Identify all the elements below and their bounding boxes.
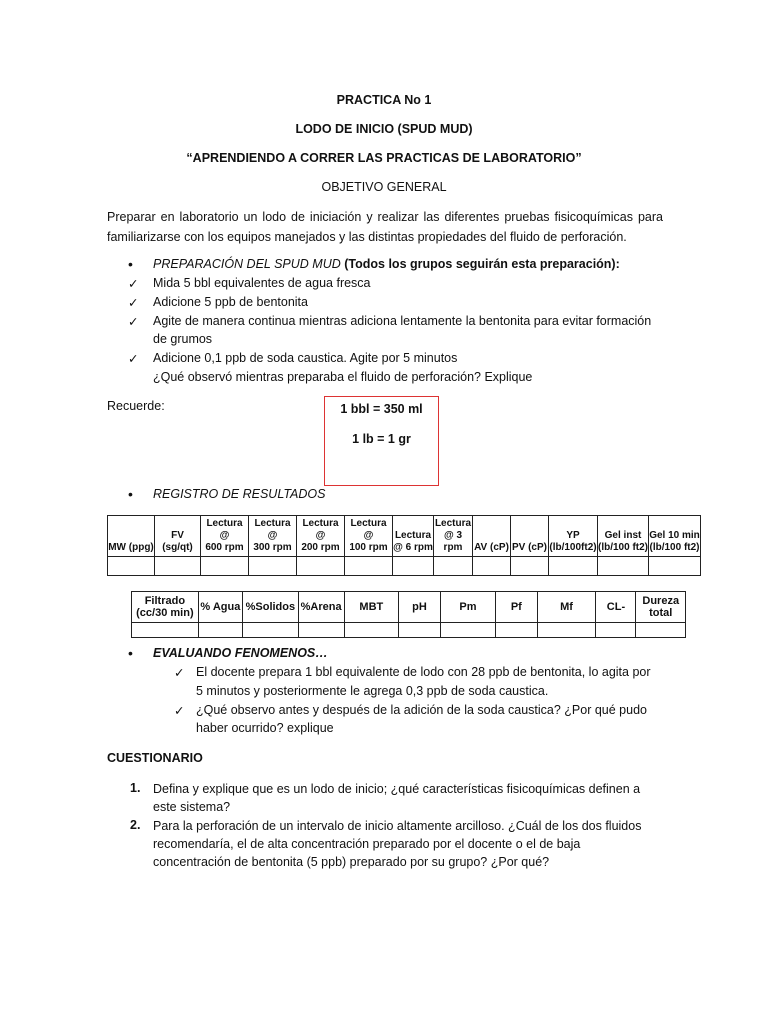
evaluando-item-1-cont: 5 minutos y posteriormente le agrega 0,3 ppb de soda caustica. — [196, 684, 549, 698]
table2-header-cell — [496, 592, 538, 623]
table2-header-line: Pm — [459, 601, 477, 613]
table1-header-cell — [598, 516, 649, 557]
table2-empty-cell[interactable] — [496, 623, 538, 638]
table1-header-cell — [108, 516, 155, 557]
table1-header-line: YP — [566, 530, 580, 541]
question-1: Defina y explique que es un lodo de inicio; ¿qué características fisicoquímicas definen a este sistema? — [153, 782, 641, 814]
conversion-bbl: 1 bbl = 350 ml — [340, 402, 423, 416]
table1-empty-cell[interactable] — [549, 557, 598, 576]
table1-header-cell — [393, 516, 434, 557]
table1-header-line: PV (cP) — [511, 542, 547, 553]
table2-header-cell — [198, 592, 242, 623]
table2-header-cell — [298, 592, 344, 623]
table1-empty-cell[interactable] — [598, 557, 649, 576]
table1-header-cell — [473, 516, 511, 557]
table2-empty-cell[interactable] — [537, 623, 596, 638]
results-table-2 — [131, 591, 686, 638]
prep-step-continuation: de grumos — [153, 332, 213, 346]
table1-header-line: 200 rpm — [301, 542, 340, 553]
table2-header-line: (cc/30 min) — [136, 607, 194, 619]
registro-heading: REGISTRO DE RESULTADOS — [153, 487, 326, 501]
table1-header-cell — [434, 516, 473, 557]
table2-header-line: Filtrado — [144, 595, 186, 607]
table2-header-cell — [132, 592, 199, 623]
table1-header-cell — [249, 516, 297, 557]
evaluando-item-2-cont: haber ocurrido? explique — [196, 721, 334, 735]
table2-header-line: Mf — [560, 601, 573, 613]
bullet-icon: • — [128, 645, 133, 661]
checkmark-icon: ✓ — [128, 352, 139, 366]
document-title: LODO DE INICIO (SPUD MUD) — [295, 122, 473, 136]
table2-header-line: %Solidos — [245, 601, 296, 613]
table2-header-line: Dureza total — [642, 595, 680, 619]
evaluando-item-1: El docente prepara 1 bbl equivalente de lodo con 28 ppb de bentonita, lo agita por — [196, 665, 651, 679]
table1-header-line: @ 6 rpm — [393, 542, 433, 553]
checkmark-icon: ✓ — [174, 704, 185, 718]
table1-header-cell — [345, 516, 393, 557]
prep-step: Mida 5 bbl equivalentes de agua fresca — [153, 276, 371, 290]
table2-empty-cell[interactable] — [596, 623, 636, 638]
checkmark-icon: ✓ — [128, 277, 139, 291]
table2-header-cell — [344, 592, 399, 623]
table1-header-line: 600 rpm — [205, 542, 244, 553]
table2-header-cell — [399, 592, 441, 623]
results-table-1 — [107, 515, 701, 576]
table1-header-line: Lectura @ — [350, 518, 387, 541]
recuerde-label: Recuerde: — [107, 399, 165, 413]
table1-empty-cell[interactable] — [108, 557, 155, 576]
table1-empty-cell[interactable] — [649, 557, 701, 576]
table2-header-line: %Arena — [300, 601, 342, 613]
table1-header-line: (lb/100 ft2) — [598, 542, 649, 553]
table2-header-cell — [243, 592, 299, 623]
table2-header-line: % Agua — [200, 601, 241, 613]
table2-header-line: CL- — [606, 601, 626, 613]
table1-empty-cell[interactable] — [297, 557, 345, 576]
table1-header-line: Lectura @ — [254, 518, 291, 541]
table1-header-line: (lb/100 ft2) — [649, 542, 700, 553]
table1-header-line: Gel inst — [604, 530, 642, 541]
table1-header-line: Lectura — [394, 530, 432, 541]
prep-step: Agite de manera continua mientras adiciona lentamente la bentonita para evitar formación — [153, 314, 652, 328]
table1-header-cell — [297, 516, 345, 557]
table1-header-line: Lectura @ — [206, 518, 243, 541]
table1-header-line: AV (cP) — [474, 542, 509, 553]
table1-empty-cell[interactable] — [249, 557, 297, 576]
table2-empty-cell[interactable] — [243, 623, 299, 638]
table1-empty-cell[interactable] — [473, 557, 511, 576]
table1-header-line: (lb/100ft2) — [549, 542, 597, 553]
preparacion-heading-italic: PREPARACIÓN DEL SPUD MUD — [153, 257, 341, 271]
checkmark-icon: ✓ — [174, 666, 185, 680]
table2-header-cell — [537, 592, 596, 623]
table1-header-cell — [155, 516, 201, 557]
objetivo-heading: OBJETIVO GENERAL — [321, 180, 447, 194]
practica-number: PRACTICA No 1 — [336, 93, 432, 107]
table1-header-line: Lectura @ — [302, 518, 339, 541]
prep-step: Adicione 0,1 ppb de soda caustica. Agite por 5 minutos — [153, 351, 458, 365]
checkmark-icon: ✓ — [128, 315, 139, 329]
bullet-icon: • — [128, 256, 133, 272]
preparacion-heading — [153, 257, 620, 271]
table1-header-cell — [549, 516, 598, 557]
table1-header-line: Gel 10 min — [649, 530, 700, 541]
table2-header-line: Pf — [510, 601, 522, 613]
table2-empty-cell[interactable] — [132, 623, 199, 638]
intro-paragraph: Preparar en laboratorio un lodo de iniciación y realizar las diferentes pruebas fisicoquímicas para familiarizarse con los equipos manejados y las distintas propiedades del fluido de perforación. — [107, 210, 663, 244]
question-number: 1. — [130, 781, 141, 795]
table1-header-cell — [649, 516, 701, 557]
table1-empty-cell[interactable] — [201, 557, 249, 576]
cuestionario-heading: CUESTIONARIO — [107, 751, 203, 765]
question-2: Para la perforación de un intervalo de inicio altamente arcilloso. ¿Cuál de los dos fluidos recomendaría, el de alta concentración preparado por el docente o el de baja concentración de bentonita (5 ppb) preparado por su grupo? ¿Por qué? — [153, 819, 642, 869]
table2-empty-cell[interactable] — [344, 623, 399, 638]
table1-header-line: Lectura — [434, 518, 472, 529]
table2-header-cell — [596, 592, 636, 623]
table2-header-cell — [636, 592, 686, 623]
bullet-icon: • — [128, 486, 133, 502]
table2-header-line: pH — [412, 601, 427, 613]
question-number: 2. — [130, 818, 141, 832]
conversion-box — [324, 396, 439, 486]
prep-question: ¿Qué observó mientras preparaba el fluido de perforación? Explique — [153, 370, 533, 384]
document-subtitle: “APRENDIENDO A CORRER LAS PRACTICAS DE LABORATORIO” — [186, 151, 582, 165]
checkmark-icon: ✓ — [128, 296, 139, 310]
table1-header-line: 300 rpm — [253, 542, 292, 553]
conversion-lb: 1 lb = 1 gr — [352, 432, 411, 446]
evaluando-item-2: ¿Qué observo antes y después de la adición de la soda caustica? ¿Por qué pudo — [196, 703, 647, 717]
table2-header-cell — [440, 592, 495, 623]
table1-header-line: 100 rpm — [349, 542, 388, 553]
table1-header-cell — [511, 516, 549, 557]
table1-header-line: MW (ppg) — [108, 542, 154, 553]
table1-empty-cell[interactable] — [155, 557, 201, 576]
table1-header-line: FV (sg/qt) — [162, 530, 193, 553]
table1-empty-cell[interactable] — [345, 557, 393, 576]
table1-empty-cell[interactable] — [511, 557, 549, 576]
preparacion-heading-rest: (Todos los grupos seguirán esta preparación): — [340, 257, 620, 271]
table2-empty-cell[interactable] — [298, 623, 344, 638]
table2-empty-cell[interactable] — [440, 623, 495, 638]
table1-header-cell — [201, 516, 249, 557]
table1-empty-cell[interactable] — [434, 557, 473, 576]
table2-header-line: MBT — [359, 601, 384, 613]
table2-empty-cell[interactable] — [198, 623, 242, 638]
table2-empty-cell[interactable] — [636, 623, 686, 638]
prep-step: Adicione 5 ppb de bentonita — [153, 295, 308, 309]
evaluando-heading: EVALUANDO FENOMENOS… — [153, 646, 328, 660]
table1-empty-cell[interactable] — [393, 557, 434, 576]
table2-empty-cell[interactable] — [399, 623, 441, 638]
table1-header-line: @ 3 rpm — [443, 530, 463, 553]
